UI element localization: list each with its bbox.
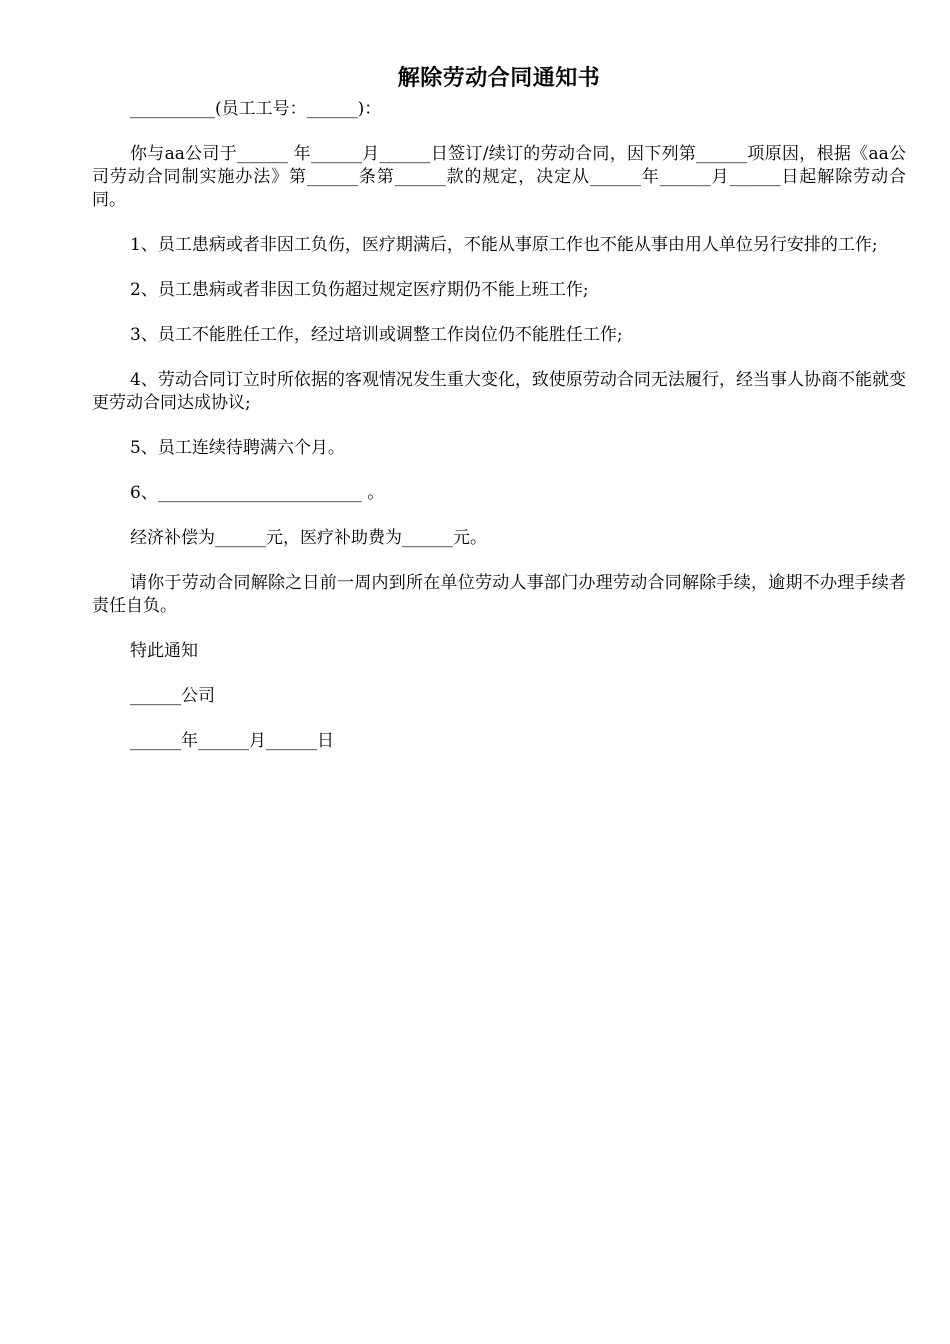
document-title: 解除劳动合同通知书: [397, 65, 601, 91]
reason-item-1: 1、员工患病或者非因工负伤，医疗期满后，不能从事原工作也不能从事由用人单位另行安排的工作;: [130, 235, 878, 255]
reason-item-3: 3、员工不能胜任工作，经过培训或调整工作岗位仍不能胜任工作;: [130, 325, 623, 345]
document-page: [92, 62, 906, 753]
signature-date: ______年______月______日: [130, 731, 334, 751]
reason-item-4: 4、劳动合同订立时所依据的客观情况发生重大变化，致使原劳动合同无法履行，经当事人协商不能就变更劳动合同达成协议;: [92, 370, 906, 413]
compensation-paragraph: 经济补偿为______元，医疗补助费为______元。: [130, 528, 487, 548]
company-signature: ______公司: [130, 686, 215, 706]
salutation: __________(员工工号：______)：: [130, 99, 382, 119]
closing-text: 特此通知: [130, 641, 198, 661]
reason-item-6: 6、________________________ 。: [130, 483, 385, 503]
reason-item-5: 5、员工连续待聘满六个月。: [130, 438, 345, 458]
intro-paragraph: 你与aa公司于______ 年______月______日签订/续订的劳动合同，因下列第______项原因，根据《aa公司劳动合同制实施办法》第______条第______款的规定，决定从______年______月______日起解除劳动合同。: [92, 144, 906, 210]
procedure-paragraph: 请你于劳动合同解除之日前一周内到所在单位劳动人事部门办理劳动合同解除手续，逾期不办理手续者责任自负。: [92, 573, 906, 616]
reason-item-2: 2、员工患病或者非因工负伤超过规定医疗期仍不能上班工作;: [130, 280, 589, 300]
